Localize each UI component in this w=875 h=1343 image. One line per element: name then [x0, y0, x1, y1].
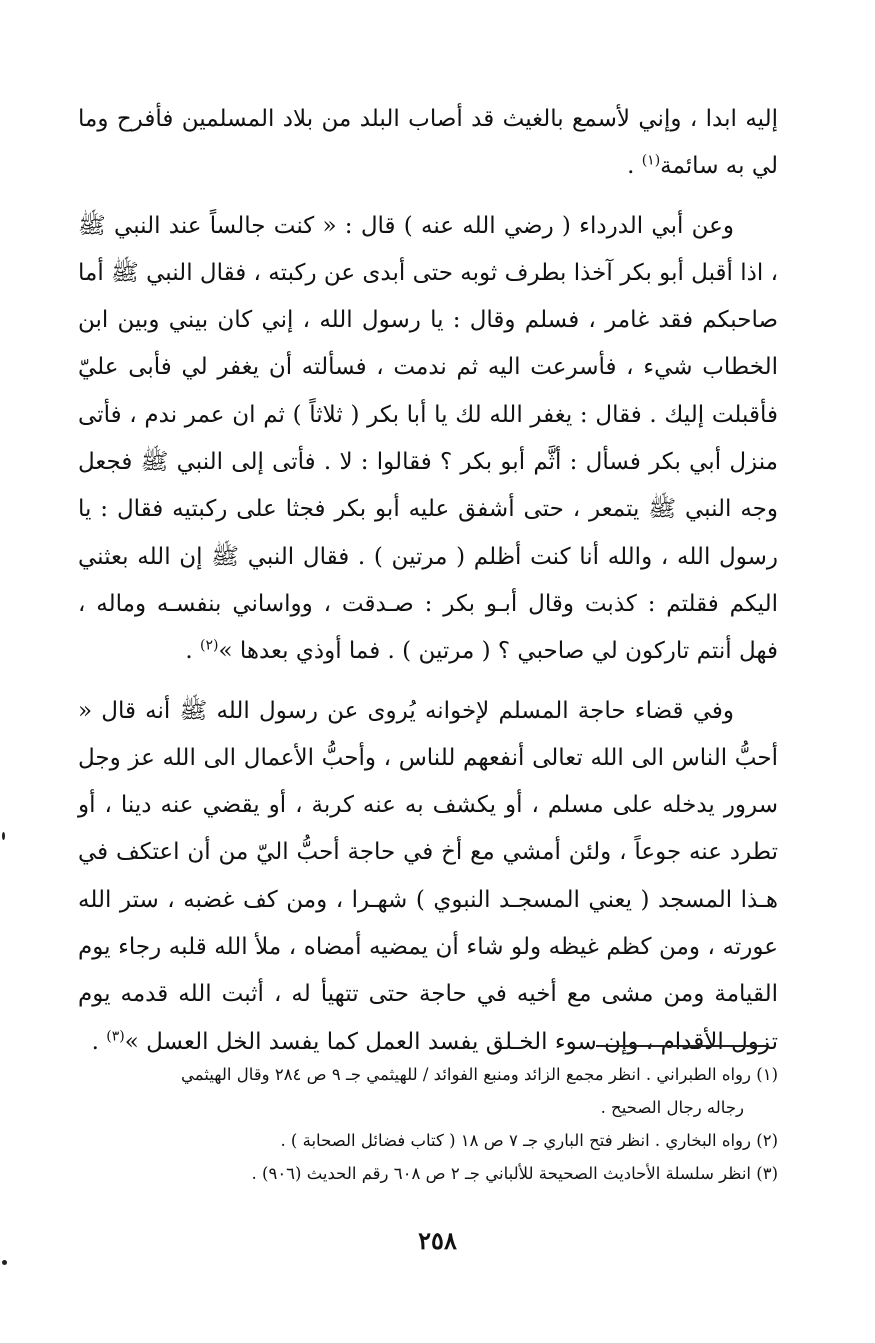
paragraph-3 [78, 688, 778, 1066]
footnote-number: (١) [756, 1065, 778, 1084]
footnote-number: (٢) [756, 1131, 778, 1150]
footnote-1 [78, 1058, 778, 1091]
scan-mark [2, 832, 5, 840]
footnote-ref-3: (٣) [106, 1027, 125, 1044]
paragraph-tail: . [627, 153, 642, 180]
footnote-ref-1: (١) [641, 152, 661, 169]
paragraph-tail: . [91, 1028, 107, 1055]
paragraph-1 [78, 96, 778, 191]
footnote-number: (٣) [756, 1164, 778, 1183]
paragraph-text: وفي قضاء حاجة المسلم لإخوانه يُروى عن رسول الله ﷺ أنه قال « أحبُّ الناس الى الله تعالى أنفعهم للناس ، وأحبُّ الأعمال الى الله عز وجل سرور يدخله على مسلم ، أو يكشف به عنه كربة ، أو يقضي عنه دينا ، أو تطرد عنه جوعاً ، ولئن أمشي مع أخ في حاجة أحبُّ اليّ من أن اعتكف في هـذا المسجد ( يعني المسجـد النبوي ) شهـرا ، ومن كف غضبه ، ستر الله عورته ، ومن كظم غيظه ولو شاء أن يمضيه أمضاه ، ملأ الله قلبه رجاء يوم القيامة ومن مشى مع أخيه في حاجة حتى تتهيأ له ، أثبت الله قدمه يوم تزول الأقدام ، وإن سوء الخـلق يفسد العمل كما يفسد الخل العسل » [78, 697, 778, 1055]
footnote-text: رواه الطبراني . انظر مجمع الزائد ومنبع الفوائد / للهيثمي جـ ٩ ص ٢٨٤ وقال الهيثمي [181, 1065, 751, 1084]
footnote-2 [78, 1124, 778, 1157]
paragraph-text: وعن أبي الدرداء ( رضي الله عنه ) قال : « كنت جالساً عند النبي ﷺ ، اذا أقبل أبو بكر آخذا بطرف ثوبه حتى أبدى عن ركبته ، فقال النبي ﷺ أما صاحبكم فقد غامر ، فسلم وقال : يا رسول الله ، إني كان بيني وبين ابن الخطاب شيء ، فأسرعت اليه ثم ندمت ، فسألته أن يغفر لي فأبى عليّ فأقبلت إليك . فقال : يغفر الله لك يا أبا بكر ( ثلاثاً ) ثم ان عمر ندم ، فأتى منزل أبي بكر فسأل : أثَّم أبو بكر ؟ فقالوا : لا . فأتى إلى النبي ﷺ فجعل وجه النبي ﷺ يتمعر ، حتى أشفق عليه أبو بكر فجثا على ركبتيه فقال : يا رسول الله ، والله أنا كنت أظلم ( مرتين ) . فقال النبي ﷺ إن الله بعثني اليكم فقلتم : كذبت وقال أبـو بكر : صـدقت ، وواساني بنفسـه وماله ، فهل أنتم تاركون لي صاحبي ؟ ( مرتين ) . فما أوذي بعدها » [78, 212, 778, 665]
footnote-3 [78, 1157, 778, 1190]
main-text [78, 96, 778, 1066]
footnote-text: رواه البخاري . انظر فتح الباري جـ ٧ ص ١٨ ( كتاب فضائل الصحابة ) . [280, 1131, 751, 1150]
paragraph-2 [78, 203, 778, 676]
footnote-text: انظر سلسلة الأحاديث الصحيحة للألباني جـ ٢ ص ٦٠٨ رقم الحديث (٩٠٦) . [251, 1164, 751, 1183]
footnotes [78, 1058, 778, 1190]
footnote-ref-2: (٢) [200, 637, 219, 654]
footnote-separator [596, 1045, 768, 1047]
footnote-1-continuation: رجاله رجال الصحيح . [600, 1098, 744, 1117]
paragraph-tail: . [185, 638, 200, 665]
scan-mark [2, 1260, 7, 1265]
paragraph-text: إليه ابدا ، وإني لأسمع بالغيث قد أصاب البلد من بلاد المسلمين فأفرح وما لي به سائمة [78, 106, 778, 180]
page-number: ٢٥٨ [418, 1226, 457, 1255]
